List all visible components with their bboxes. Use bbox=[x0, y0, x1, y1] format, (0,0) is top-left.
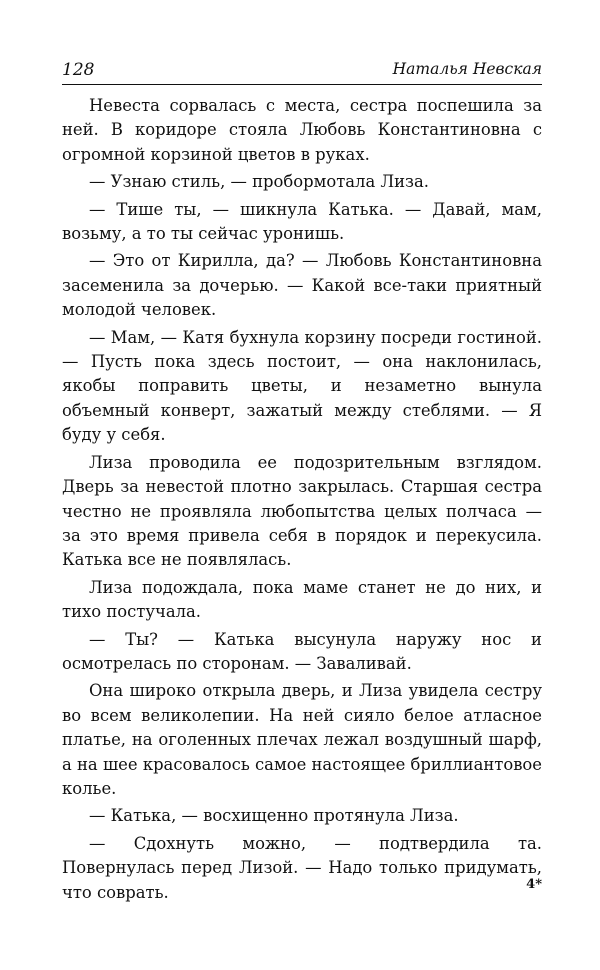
paragraph: — Ты? — Катька высунула наружу нос и осмотрелась по сторонам. — Заваливай. bbox=[62, 629, 542, 673]
paragraph: — Сдохнуть можно, — подтвердила та. Повернулась перед Лизой. — Надо только придумать, что соврать. bbox=[62, 833, 542, 902]
paragraph: — Мам, — Катя бухнула корзину посреди гостиной. — Пусть пока здесь постоит, — она наклонилась, якобы поправить цветы, и незаметно вынула объемный конверт, зажатый между стеблями. — Я буду у себя. bbox=[62, 327, 542, 445]
signature-mark: 4* bbox=[526, 877, 542, 892]
paragraph: Невеста сорвалась с места, сестра поспешила за ней. В коридоре стояла Любовь Константиновна с огромной корзиной цветов в руках. bbox=[62, 96, 542, 164]
paragraph: — Катька, — восхищенно протянула Лиза. bbox=[89, 806, 459, 826]
paragraph: Лиза проводила ее подозрительным взглядом. Дверь за невестой плотно закрылась. Старшая сестра честно не проявляла любопытства целых полчаса — за это время привела себя в порядок и перекусила. Катька все не появлялась. bbox=[62, 452, 542, 570]
page-header bbox=[62, 54, 542, 85]
paragraph: — Это от Кирилла, да? — Любовь Константиновна засеменила за дочерью. — Какой все-таки приятный молодой человек. bbox=[62, 251, 542, 320]
running-head-author: Наталья Невская bbox=[392, 60, 542, 78]
body-text bbox=[62, 94, 542, 908]
paragraph: Лиза подождала, пока маме станет не до них, и тихо постучала. bbox=[62, 577, 542, 622]
paragraph: — Узнаю стиль, — пробормотала Лиза. bbox=[89, 172, 429, 192]
paragraph: Она широко открыла дверь, и Лиза увидела сестру во всем великолепии. На ней сияло белое атласное платье, на оголенных плечах лежал воздушный шарф, а на шее красовалось самое настоящее бриллиантовое колье. bbox=[62, 681, 542, 798]
paragraph: — Тише ты, — шикнула Катька. — Давай, мам, возьму, а то ты сейчас уронишь. bbox=[62, 199, 542, 244]
page-number: 128 bbox=[62, 60, 95, 80]
